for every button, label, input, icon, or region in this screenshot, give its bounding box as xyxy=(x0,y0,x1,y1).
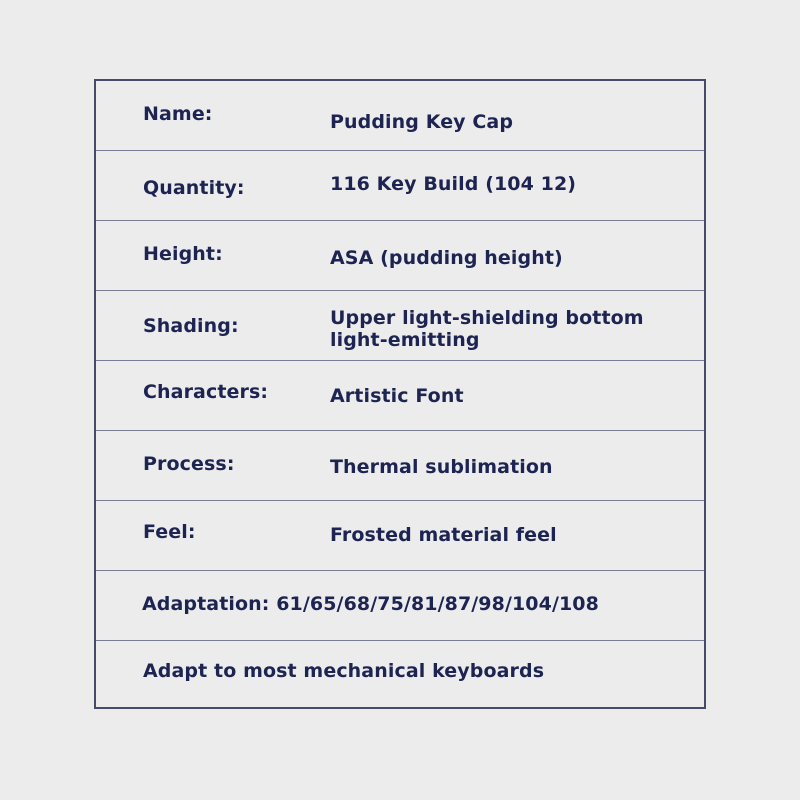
compatibility-text: Adapt to most mechanical keyboards xyxy=(143,660,545,682)
spec-row-shading xyxy=(96,291,704,361)
height-value: ASA (pudding height) xyxy=(330,247,563,269)
quantity-label: Quantity: xyxy=(143,177,245,199)
quantity-value: 116 Key Build (104 12) xyxy=(330,173,577,195)
name-label: Name: xyxy=(143,103,213,125)
spec-row-height xyxy=(96,221,704,291)
shading-label: Shading: xyxy=(143,315,239,337)
process-label: Process: xyxy=(143,453,235,475)
spec-row-feel xyxy=(96,501,704,571)
spec-row-compatibility xyxy=(96,641,704,711)
name-value: Pudding Key Cap xyxy=(330,111,514,133)
feel-value: Frosted material feel xyxy=(330,524,557,546)
spec-row-process xyxy=(96,431,704,501)
feel-label: Feel: xyxy=(143,521,196,543)
characters-value: Artistic Font xyxy=(330,385,464,407)
spec-row-characters xyxy=(96,361,704,431)
spec-row-quantity xyxy=(96,151,704,221)
shading-value-line2: light-emitting xyxy=(330,329,480,351)
process-value: Thermal sublimation xyxy=(330,456,553,478)
spec-row-name xyxy=(96,81,704,151)
characters-label: Characters: xyxy=(143,381,269,403)
adaptation-text: Adaptation: 61/65/68/75/81/87/98/104/108 xyxy=(142,593,599,615)
spec-table xyxy=(94,79,706,709)
shading-value-line1: Upper light-shielding bottom xyxy=(330,307,644,329)
height-label: Height: xyxy=(143,243,223,265)
spec-row-adaptation xyxy=(96,571,704,641)
